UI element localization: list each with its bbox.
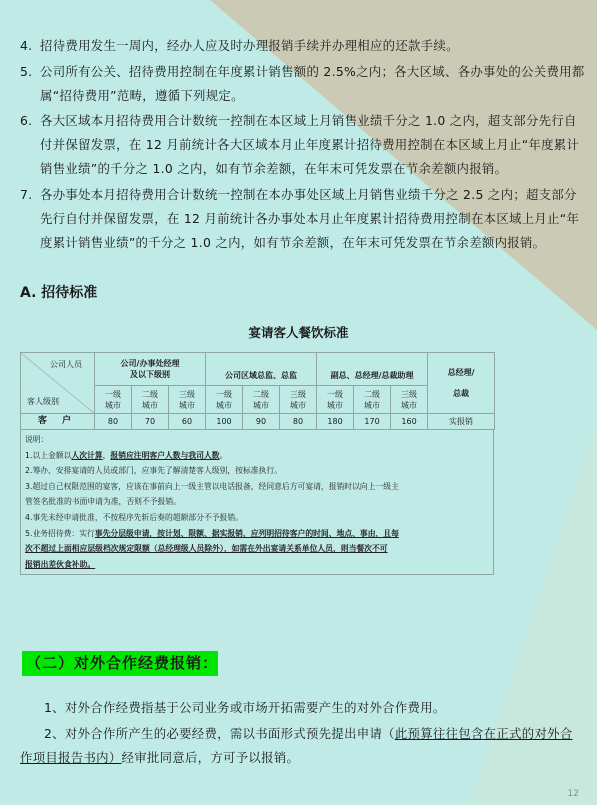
table-cell: 90 <box>243 414 280 430</box>
paragraph-text: 公司所有公关、招待费用控制在年度累计销售额的 2.5%之内；各大区域、各办事处的公关费用都 <box>40 64 585 79</box>
paragraph-6 <box>20 109 585 181</box>
table-cell: 70 <box>132 414 169 430</box>
table-cell: 170 <box>354 414 391 430</box>
paragraph-4 <box>20 34 585 58</box>
table-cell: 80 <box>280 414 317 430</box>
city-tier-level: 二级 <box>142 389 158 399</box>
city-tier-level: 二级 <box>364 389 381 399</box>
group-header-text: 公司区域总监、总监 <box>225 371 298 380</box>
meal-standard-table <box>20 352 495 430</box>
table-row-guest <box>21 414 495 430</box>
group-header-text: 及以下级别 <box>130 370 170 379</box>
paragraph-text: 各大区域本月招待费用合计数统一控制在本区域上月销售业绩千分之 1.0 之内，超支部分先行自 <box>40 113 577 128</box>
city-tier-level: 一级 <box>216 389 233 399</box>
section-heading-a: A. 招待标准 <box>20 285 98 301</box>
city-tier-word: 城市 <box>327 400 344 410</box>
paragraph-underlined: 作项目报告书内） <box>20 750 122 765</box>
note-emphasis: 报销应注明客户人数与我司人数 <box>110 450 220 460</box>
paragraph-text: 付并保留发票，在 12 月前统计各大区域本月止年度累计招待费用控制在本区域上月止“年度累计 <box>40 137 580 152</box>
group-header-gm <box>428 353 495 414</box>
city-tier-level: 一级 <box>327 389 344 399</box>
paragraph-number: 7. <box>20 187 33 202</box>
table-header-row <box>21 353 495 386</box>
page-number: 12 <box>567 789 579 799</box>
meal-standard-table-wrapper <box>20 352 494 575</box>
table-title: 宴请客人餐饮标准 <box>248 325 349 340</box>
paragraph-b2-continued <box>20 746 585 770</box>
paragraph-text: 2、对外合作所产生的必要经费，需以书面形式预先提出申请（ <box>44 726 395 741</box>
group-header-text: 总裁 <box>453 389 470 398</box>
paragraph-text: 销售业绩”的千分之 1.0 之内，如有节余差额，在年末可凭发票在节余差额内报销。 <box>40 161 508 176</box>
city-tier-cell <box>280 386 317 414</box>
city-tier-cell <box>317 386 354 414</box>
paragraph-number: 6. <box>20 113 33 128</box>
city-tier-cell <box>391 386 428 414</box>
city-tier-word: 城市 <box>253 400 270 410</box>
city-tier-level: 三级 <box>401 389 418 399</box>
paragraph-number: 5. <box>20 64 33 79</box>
table-cell: 80 <box>95 414 132 430</box>
group-header-manager <box>95 353 206 386</box>
notes-title: 说明： <box>25 435 49 444</box>
city-tier-word: 城市 <box>105 400 121 410</box>
city-tier-cell <box>95 386 132 414</box>
table-cell: 180 <box>317 414 354 430</box>
note-5-end: 报销出差伙食补助。 <box>25 559 96 569</box>
city-tier-level: 三级 <box>179 389 195 399</box>
note-5-continued: 次不超过上面相应层级档次规定限额（总经理级人员除外），如需在外出宴请关系单位人员，则当餐次不可 <box>25 544 388 554</box>
table-cell: 160 <box>391 414 428 430</box>
city-tier-word: 城市 <box>179 400 195 410</box>
city-tier-level: 二级 <box>253 389 270 399</box>
note-emphasis: 人次计算 <box>71 450 103 460</box>
note-3: 3.超过自己权限范围的宴客，应该在事前向上一级主管以电话报备，经同意后方可宴请，报销时以向上一级主 <box>25 481 399 491</box>
city-tier-cell <box>169 386 206 414</box>
city-tier-level: 一级 <box>105 389 121 399</box>
city-tier-word: 城市 <box>401 400 418 410</box>
group-header-director <box>206 353 317 386</box>
section-heading-2: （二）对外合作经费报销： <box>22 651 218 676</box>
paragraph-text: 度累计销售业绩”的千分之 1.0 之内，如有节余差额，在年末可凭发票在节余差额内报销。 <box>40 235 546 250</box>
diagonal-header-cell <box>21 353 95 414</box>
guest-row-label: 客 户 <box>21 414 95 430</box>
note-3-continued: 管签名批准的书面申请为准，否则不予报销。 <box>25 497 181 507</box>
note-text: 。 <box>219 450 228 460</box>
paragraph-text: 经审批同意后，方可予以报销。 <box>121 750 300 765</box>
group-header-vp <box>317 353 428 386</box>
city-tier-word: 城市 <box>364 400 381 410</box>
city-tier-cell <box>132 386 169 414</box>
note-text: 1.以上金额以 <box>25 450 72 460</box>
note-5 <box>25 526 489 542</box>
city-tier-cell <box>243 386 280 414</box>
city-tier-word: 城市 <box>290 400 307 410</box>
paragraph-5 <box>20 60 585 108</box>
group-header-text: 公司/办事处经理 <box>120 359 180 368</box>
table-cell: 实报销 <box>428 414 495 430</box>
paragraph-b1: 1、对外合作经费指基于公司业务或市场开拓需要产生的对外合作费用。 <box>44 700 446 715</box>
paragraph-7 <box>20 183 585 255</box>
note-4: 4.事先未经申请批准，不按程序先斩后奏的超额部分不予报销。 <box>25 512 243 522</box>
table-notes <box>20 430 494 575</box>
header-staff-label: 公司人员 <box>50 360 82 369</box>
table-cell: 100 <box>206 414 243 430</box>
header-guest-label: 客人级别 <box>27 397 59 406</box>
note-text: ， <box>102 450 111 460</box>
city-tier-word: 城市 <box>142 400 158 410</box>
paragraph-underlined: 此预算往往包含在正式的对外合 <box>394 726 573 741</box>
note-1 <box>25 448 489 464</box>
note-2: 2.筹办、安排宴请的人员或部门，应事先了解清楚客人级别，按标准执行。 <box>25 466 282 476</box>
note-text: 5.业务招待费：实行 <box>25 528 95 538</box>
note-emphasis: 事先分层级申请，按计划、限额、据实报销，应列明招待客户的时间、地点、事由，且每 <box>94 528 399 538</box>
group-header-text: 总经理/ <box>447 368 475 377</box>
paragraph-text: 招待费用发生一周内，经办人应及时办理报销手续并办理相应的还款手续。 <box>40 38 459 53</box>
paragraph-b2 <box>44 722 585 746</box>
paragraph-text: 各办事处本月招待费用合计数统一控制在本办事处区域上月销售业绩千分之 2.5 之内；超支部分 <box>40 187 577 202</box>
paragraph-number: 4. <box>20 38 33 53</box>
city-tier-cell <box>354 386 391 414</box>
city-tier-cell <box>206 386 243 414</box>
table-cell: 60 <box>169 414 206 430</box>
paragraph-text: 属“招待费用”范畴，遵循下列规定。 <box>40 88 244 103</box>
paragraph-text: 先行自付并保留发票，在 12 月前统计各办事处本月止年度累计招待费用控制在本区域上月止“年 <box>40 211 580 226</box>
city-tier-word: 城市 <box>216 400 233 410</box>
group-header-text: 副总、总经理/总裁助理 <box>330 371 414 380</box>
city-tier-level: 三级 <box>290 389 307 399</box>
